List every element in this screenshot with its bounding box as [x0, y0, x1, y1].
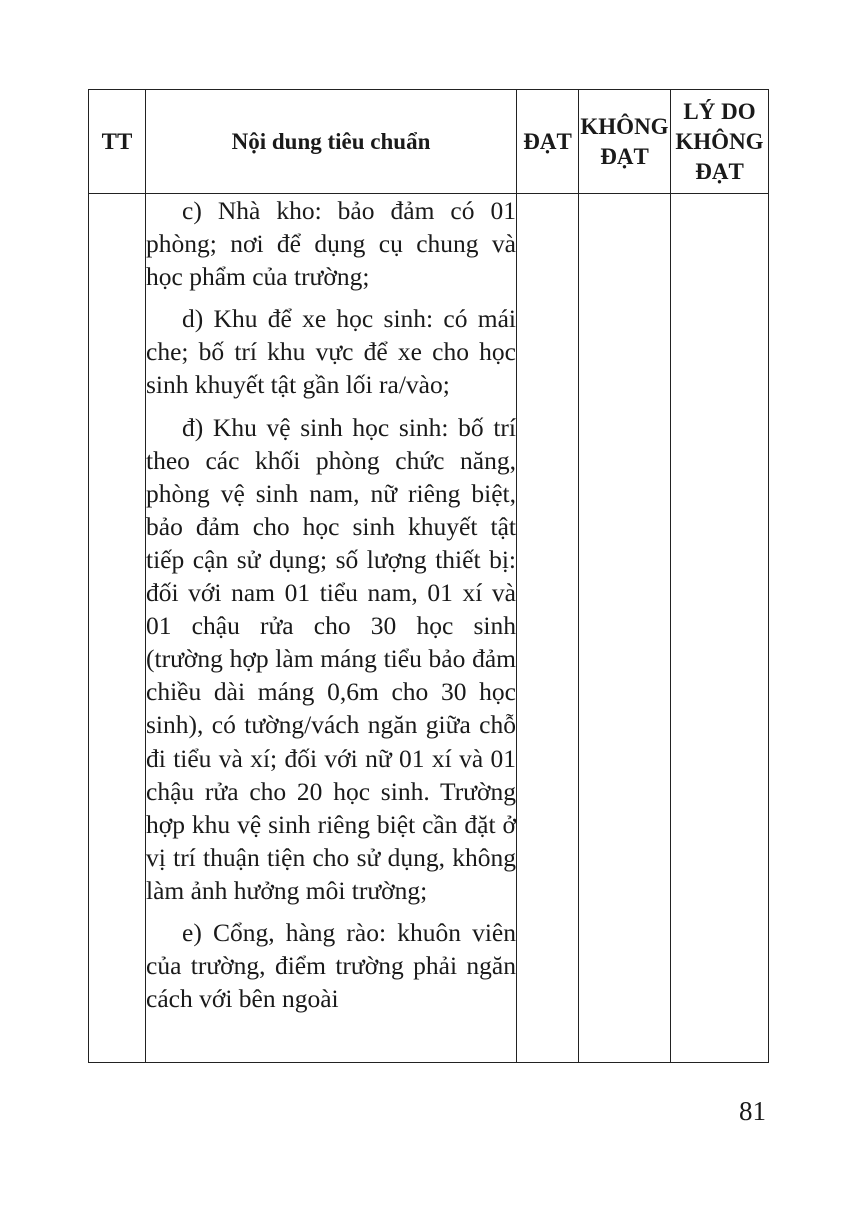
header-tt: TT	[89, 90, 146, 194]
paragraph-khu-ve-sinh: đ) Khu vệ sinh học sinh: bố trí theo các khối phòng chức năng, phòng vệ sinh nam, nữ riêng biệt, bảo đảm cho học sinh khuyết tật tiếp cận sử dụng; số lượng thiết bị: đối với nam 01 tiểu nam, 01 xí và 01 chậu rửa cho 30 học sinh (trường hợp làm máng tiểu bảo đảm chiều dài máng 0,6m cho 30 học sinh), có tường/vách ngăn giữa chỗ đi tiểu và xí; đối với nữ 01 xí và 01 chậu rửa cho 20 học sinh. Trường hợp khu vệ sinh riêng biệt cần đặt ở vị trí thuận tiện cho sử dụng, không làm ảnh hưởng môi trường;	[146, 412, 516, 905]
header-ly-do-line3: ĐẠT	[695, 158, 744, 184]
paragraph-khu-de-xe: d) Khu để xe học sinh: có mái che; bố trí khu vực để xe cho học sinh khuyết tật gần lối ra/vào;	[146, 304, 516, 400]
header-ly-do-line1: LÝ DO	[683, 98, 756, 124]
header-ly-do	[671, 90, 769, 194]
header-ly-do-line2: KHÔNG	[675, 128, 764, 154]
header-dat: ĐẠT	[517, 90, 579, 194]
header-khong-dat-line2: ĐẠT	[600, 143, 649, 169]
criteria-table	[88, 89, 769, 1063]
cell-khong-dat	[579, 194, 671, 1063]
cell-noi-dung	[146, 194, 517, 1063]
cell-tt	[89, 194, 146, 1063]
paragraph-cong-hang-rao: e) Cổng, hàng rào: khuôn viên của trường, điểm trường phải ngăn cách với bên ngoài	[146, 917, 516, 1014]
header-noi-dung: Nội dung tiêu chuẩn	[146, 90, 517, 194]
table-header-row	[89, 90, 769, 194]
table-row	[89, 194, 769, 1063]
page-number: 81	[739, 1096, 766, 1126]
header-khong-dat	[579, 90, 671, 194]
paragraph-nha-kho: c) Nhà kho: bảo đảm có 01 phòng; nơi để dụng cụ chung và học phẩm của trường;	[146, 196, 516, 292]
cell-dat	[517, 194, 579, 1063]
header-khong-dat-line1: KHÔNG	[580, 113, 669, 139]
cell-ly-do	[671, 194, 769, 1063]
